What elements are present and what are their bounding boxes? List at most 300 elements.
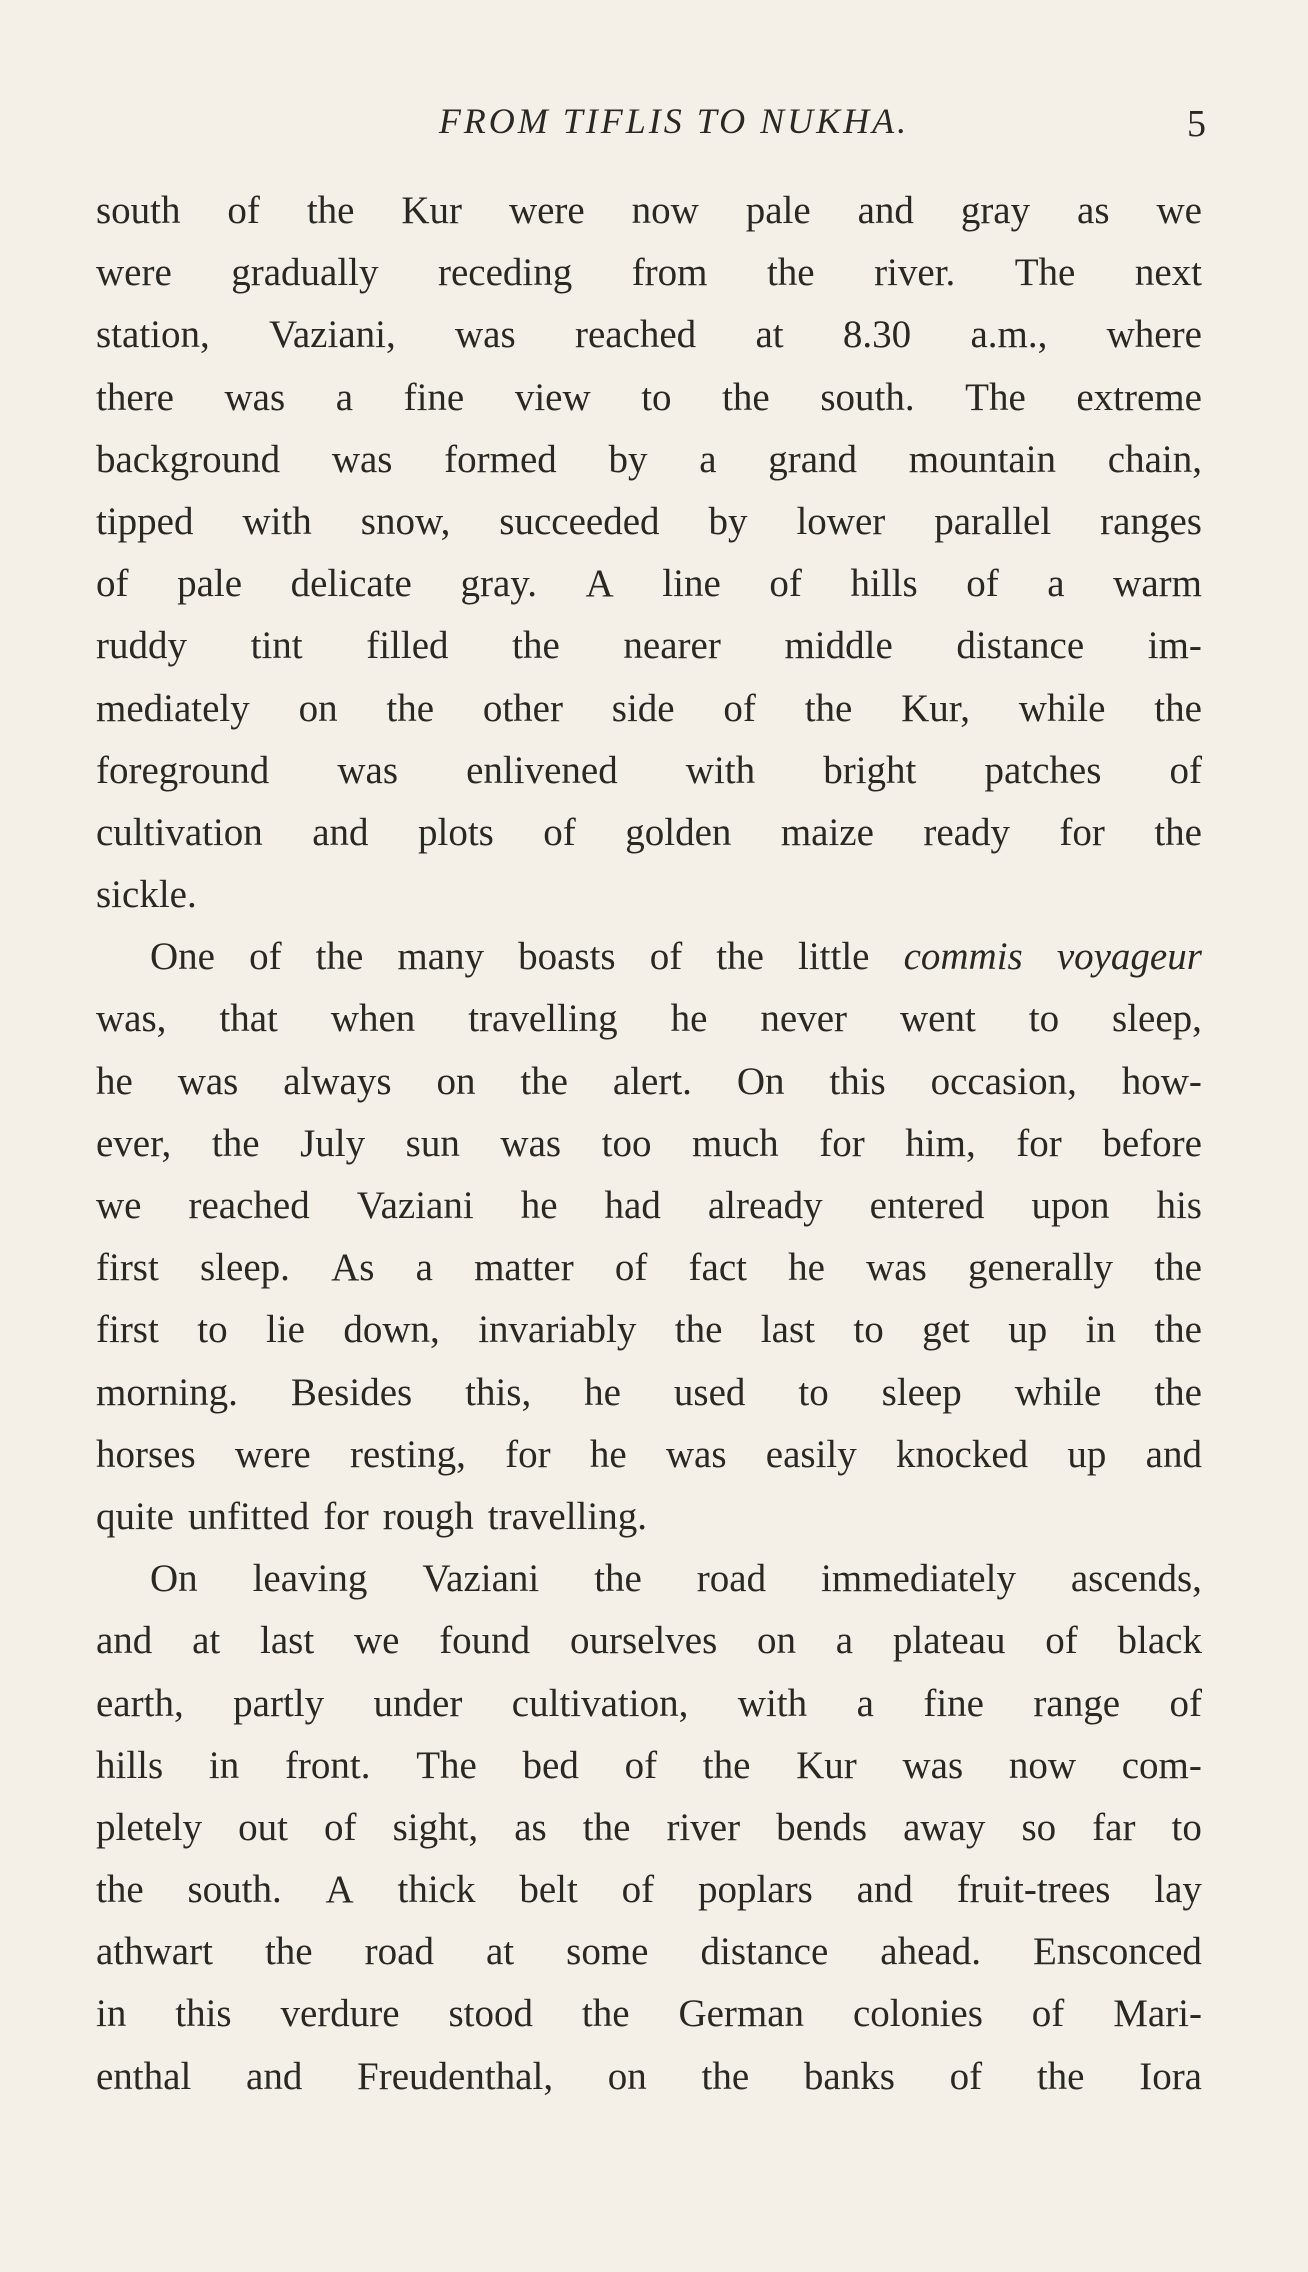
word: lie <box>265 1308 305 1352</box>
word: entered <box>869 1184 985 1227</box>
word: for <box>1059 810 1105 854</box>
text-line <box>96 1673 1202 1735</box>
word: banks <box>803 2054 895 2098</box>
word: chain, <box>1107 437 1202 481</box>
word: was <box>866 1246 927 1290</box>
word: on <box>436 1059 476 1103</box>
word: pale <box>177 562 243 606</box>
running-title: FROM TIFLIS TO NUKHA. <box>438 101 910 141</box>
word: already <box>707 1184 823 1227</box>
word: On <box>736 1059 785 1103</box>
word: travelling <box>468 997 618 1041</box>
word: a <box>1047 562 1065 606</box>
word: gray. <box>460 562 537 606</box>
word: his <box>1156 1184 1202 1227</box>
word: little <box>798 935 870 979</box>
text-line <box>96 1299 1202 1361</box>
word: resting, <box>349 1432 466 1476</box>
word: the <box>716 935 764 979</box>
word: Kur <box>401 189 463 232</box>
word: rough <box>382 1494 474 1538</box>
word: for <box>819 1121 865 1165</box>
word: him, <box>905 1121 976 1165</box>
word: background <box>96 437 281 481</box>
word: reached <box>188 1184 310 1227</box>
word: enlivened <box>466 748 618 792</box>
word: fact <box>688 1246 747 1290</box>
word: invariably <box>478 1308 637 1352</box>
word: thick <box>397 1868 476 1912</box>
text-line <box>96 2046 1202 2108</box>
word: the <box>1154 810 1202 854</box>
word: One <box>150 935 215 979</box>
word: out <box>238 1805 289 1849</box>
word: river. <box>874 251 956 295</box>
word: road <box>364 1930 434 1974</box>
word: plateau <box>892 1619 1006 1663</box>
word: and <box>312 810 369 854</box>
word: sight, <box>392 1805 479 1849</box>
word: and <box>96 1619 153 1663</box>
word: side <box>611 686 675 730</box>
page-number: 5 <box>1187 103 1206 145</box>
word: foreground <box>96 748 270 792</box>
word: gray <box>960 189 1031 232</box>
word: cultivation, <box>511 1681 689 1725</box>
word: 8.30 <box>842 313 912 357</box>
word: he <box>670 997 708 1041</box>
word: of <box>949 2054 983 2098</box>
word: of <box>227 189 260 232</box>
word: snow, <box>360 499 451 543</box>
text-line <box>96 988 1202 1050</box>
word: of <box>624 1743 658 1787</box>
word: The <box>1014 251 1076 295</box>
word: a <box>335 375 354 419</box>
word: generally <box>967 1246 1114 1290</box>
word: formed <box>444 437 557 481</box>
word: always <box>283 1059 392 1103</box>
word: voyageur <box>1056 935 1202 979</box>
text-line <box>96 864 1202 926</box>
word: there <box>96 375 174 419</box>
text-line <box>96 1175 1202 1237</box>
text-line <box>96 1548 1202 1610</box>
word: get <box>922 1308 970 1352</box>
word: we <box>96 1184 142 1227</box>
text-line <box>96 926 1202 988</box>
word: in <box>1085 1308 1116 1352</box>
word: parallel <box>934 499 1052 543</box>
word: up <box>1008 1308 1048 1352</box>
word: south. <box>820 375 915 419</box>
word: ascends, <box>1070 1557 1202 1601</box>
word: ranges <box>1100 499 1202 543</box>
word: of <box>1031 1992 1065 2036</box>
word: upon <box>1031 1184 1110 1227</box>
word: the <box>702 1743 751 1787</box>
word: As <box>331 1246 375 1290</box>
word: of <box>1169 1681 1202 1725</box>
word: mediately <box>96 686 250 730</box>
word: line <box>662 562 721 606</box>
word: colonies <box>852 1992 983 2036</box>
word: to <box>798 1370 829 1414</box>
word: by <box>708 499 748 543</box>
word: view <box>514 375 591 419</box>
word: in <box>208 1743 240 1787</box>
word: grand <box>768 437 858 481</box>
word: the <box>581 1992 630 2036</box>
word: receding <box>437 251 573 295</box>
text-line <box>96 1113 1202 1175</box>
word: The <box>965 375 1026 419</box>
word: distance <box>700 1930 829 1974</box>
word: earth, <box>96 1681 184 1725</box>
word: of <box>769 562 802 606</box>
word: gradually <box>231 251 379 295</box>
word: A <box>325 1868 354 1912</box>
word: last <box>760 1308 815 1352</box>
word: other <box>482 686 563 730</box>
word: knocked <box>896 1432 1029 1476</box>
word: A <box>585 562 614 606</box>
word: fine <box>403 375 465 419</box>
word: under <box>373 1681 463 1725</box>
word: at <box>485 1930 515 1974</box>
word: Mari- <box>1113 1992 1202 2036</box>
word: of <box>966 562 999 606</box>
word: were <box>234 1432 311 1476</box>
word: immediately <box>821 1557 1016 1601</box>
word: tipped <box>96 499 194 543</box>
text-line <box>96 1859 1202 1921</box>
word: so <box>1021 1805 1057 1849</box>
word: partly <box>233 1681 325 1725</box>
word: com- <box>1121 1743 1202 1787</box>
word: of <box>1169 748 1202 792</box>
word: boasts <box>518 935 616 979</box>
word: on <box>298 686 338 730</box>
word: distance <box>956 624 1085 668</box>
word: this <box>175 1992 232 2036</box>
word: On <box>150 1557 198 1601</box>
word: and <box>856 1868 913 1912</box>
word: to <box>197 1308 228 1352</box>
word: with <box>242 499 312 543</box>
word: while <box>1018 686 1106 730</box>
word: now <box>1008 1743 1077 1787</box>
text-line <box>96 1237 1202 1299</box>
word: down, <box>343 1308 440 1352</box>
word: south. <box>187 1868 282 1912</box>
word: used <box>673 1370 746 1414</box>
word: was <box>500 1121 562 1165</box>
text-line <box>96 1797 1202 1859</box>
word: enthal <box>96 2054 192 2098</box>
body-text <box>96 180 1202 2108</box>
word: too <box>601 1121 652 1165</box>
text-line <box>96 180 1202 242</box>
word: bed <box>522 1743 579 1787</box>
word: belt <box>519 1868 578 1912</box>
word: to <box>1171 1805 1202 1849</box>
text-line <box>96 1921 1202 1983</box>
word: was <box>337 748 399 792</box>
word: black <box>1117 1619 1202 1663</box>
word: first <box>96 1308 159 1352</box>
word: that <box>219 997 278 1041</box>
word: to <box>1028 997 1060 1041</box>
word: the <box>306 189 355 232</box>
word: sleep, <box>1112 997 1202 1041</box>
word: leaving <box>252 1557 368 1601</box>
word: the <box>1154 686 1202 730</box>
word: away <box>903 1805 986 1849</box>
word: far <box>1092 1805 1136 1849</box>
word: the <box>701 2054 750 2098</box>
word: succeeded <box>499 499 660 543</box>
word: Freudenthal, <box>357 2054 554 2098</box>
word: stood <box>448 1992 533 2036</box>
word: this, <box>465 1370 532 1414</box>
word: of <box>621 1868 655 1912</box>
word: a <box>856 1681 874 1725</box>
word: last <box>260 1619 315 1663</box>
word: south <box>96 189 181 232</box>
word: a <box>415 1246 433 1290</box>
word: road <box>696 1557 767 1601</box>
word: sun <box>405 1121 460 1165</box>
word: was, <box>96 997 167 1041</box>
word: he <box>584 1370 621 1414</box>
word: he <box>520 1184 558 1227</box>
word: he <box>96 1059 133 1103</box>
word: sickle. <box>96 873 197 917</box>
word: how- <box>1121 1059 1202 1103</box>
word: plots <box>418 810 494 854</box>
word: at <box>755 313 784 357</box>
word: matter <box>474 1246 574 1290</box>
word: patches <box>984 748 1102 792</box>
word: in <box>96 1992 127 2036</box>
word: the <box>386 686 435 730</box>
word: the <box>582 1805 631 1849</box>
word: ready <box>923 810 1010 854</box>
word: found <box>439 1619 531 1663</box>
text-line <box>96 491 1202 553</box>
word: warm <box>1113 562 1202 606</box>
word: of <box>249 935 282 979</box>
word: had <box>604 1184 661 1227</box>
word: unfitted <box>187 1494 310 1538</box>
text-line <box>96 802 1202 864</box>
text-line <box>96 1362 1202 1424</box>
word: he <box>589 1432 627 1476</box>
word: from <box>631 251 708 295</box>
text-line <box>96 740 1202 802</box>
word: fruit-trees <box>956 1868 1111 1912</box>
word: by <box>608 437 648 481</box>
word: was <box>455 313 516 357</box>
word: for <box>323 1494 369 1538</box>
word: the <box>512 624 560 668</box>
word: of <box>96 562 129 606</box>
word: was <box>177 1059 239 1103</box>
text-line <box>96 1486 1202 1548</box>
text-line <box>96 242 1202 304</box>
word: delicate <box>290 562 412 606</box>
word: occasion, <box>930 1059 1077 1103</box>
word: athwart <box>96 1930 213 1974</box>
word: bends <box>776 1805 868 1849</box>
word: the <box>264 1930 313 1974</box>
text-line <box>96 1983 1202 2045</box>
word: was <box>331 437 393 481</box>
word: reached <box>574 313 697 357</box>
word: went <box>899 997 976 1041</box>
word: before <box>1102 1121 1202 1165</box>
word: range <box>1033 1681 1121 1725</box>
word: a <box>699 437 717 481</box>
word: up <box>1067 1432 1107 1476</box>
word: next <box>1134 251 1202 295</box>
word: Kur, <box>901 686 970 730</box>
text-line <box>96 367 1202 429</box>
word: bright <box>823 748 917 792</box>
word: ahead. <box>880 1930 981 1974</box>
word: mountain <box>908 437 1057 481</box>
word: some <box>566 1930 649 1974</box>
word: when <box>330 997 416 1041</box>
word: on <box>757 1619 797 1663</box>
word: tint <box>250 624 303 668</box>
word: were <box>508 189 585 232</box>
word: im- <box>1147 624 1202 668</box>
word: hills <box>850 562 918 606</box>
word: station, <box>96 313 210 357</box>
word: now <box>631 189 699 232</box>
word: were <box>96 251 172 295</box>
word: cultivation <box>96 810 263 854</box>
running-head <box>96 100 1212 160</box>
word: this <box>829 1059 886 1103</box>
word: front. <box>284 1743 371 1787</box>
word: where <box>1106 313 1202 357</box>
word: a <box>835 1619 854 1663</box>
word: July <box>300 1121 366 1165</box>
word: was <box>902 1743 964 1787</box>
word: while <box>1014 1370 1102 1414</box>
word: Vaziani <box>422 1557 540 1601</box>
word: ruddy <box>96 624 187 668</box>
word: the <box>96 1868 144 1912</box>
text-line <box>96 678 1202 740</box>
word: poplars <box>697 1868 813 1912</box>
text-line <box>96 553 1202 615</box>
word: pletely <box>96 1805 203 1849</box>
word: the <box>766 251 815 295</box>
word: the <box>211 1121 260 1165</box>
word: extreme <box>1076 375 1202 419</box>
word: horses <box>96 1432 196 1476</box>
word: the <box>520 1059 568 1103</box>
word: morning. <box>96 1370 238 1414</box>
text-line <box>96 1735 1202 1797</box>
word: of <box>324 1805 357 1849</box>
word: of <box>723 686 756 730</box>
word: and <box>246 2054 303 2098</box>
word: The <box>416 1743 477 1787</box>
word: as <box>514 1805 547 1849</box>
word: easily <box>765 1432 857 1476</box>
word: to <box>853 1308 884 1352</box>
word: verdure <box>280 1992 400 2036</box>
word: of <box>649 935 683 979</box>
word: and <box>857 189 914 232</box>
word: fine <box>923 1681 984 1725</box>
text-line <box>96 429 1202 491</box>
word: maize <box>780 810 874 854</box>
word: Besides <box>290 1370 413 1414</box>
word: Vaziani <box>356 1184 474 1227</box>
word: many <box>397 935 485 979</box>
word: as <box>1077 189 1110 232</box>
word: middle <box>784 624 893 668</box>
word: hills <box>96 1743 164 1787</box>
word: travelling. <box>487 1494 647 1538</box>
word: first <box>96 1246 159 1290</box>
word: nearer <box>623 624 721 668</box>
word: sleep. <box>200 1246 290 1290</box>
word: German <box>678 1992 805 2036</box>
text-line <box>96 615 1202 677</box>
word: the <box>722 375 770 419</box>
word: with <box>737 1681 808 1725</box>
word: with <box>685 748 756 792</box>
word: Vaziani, <box>269 313 396 357</box>
word: he <box>788 1246 825 1290</box>
word: lay <box>1154 1868 1202 1912</box>
word: of <box>1045 1619 1078 1663</box>
word: a.m., <box>970 313 1048 357</box>
word: of <box>614 1246 648 1290</box>
word: Kur <box>796 1743 857 1787</box>
word: lower <box>796 499 886 543</box>
word: the <box>1036 2054 1085 2098</box>
word: for <box>1016 1121 1062 1165</box>
word: pale <box>745 189 811 232</box>
word: filled <box>366 624 449 668</box>
text-line <box>96 1424 1202 1486</box>
word: at <box>192 1619 221 1663</box>
word: and <box>1145 1432 1202 1476</box>
word: to <box>641 375 672 419</box>
word: was <box>224 375 286 419</box>
word: of <box>543 810 576 854</box>
word: alert. <box>612 1059 692 1103</box>
word: much <box>692 1121 779 1165</box>
word: the <box>594 1557 642 1601</box>
word: was <box>665 1432 727 1476</box>
word: ever, <box>96 1121 172 1165</box>
word: the <box>1154 1308 1202 1352</box>
word: Ensconced <box>1032 1930 1202 1974</box>
word: the <box>674 1308 723 1352</box>
word: Iora <box>1139 2054 1202 2098</box>
word: never <box>760 997 848 1041</box>
word: we <box>353 1619 400 1663</box>
